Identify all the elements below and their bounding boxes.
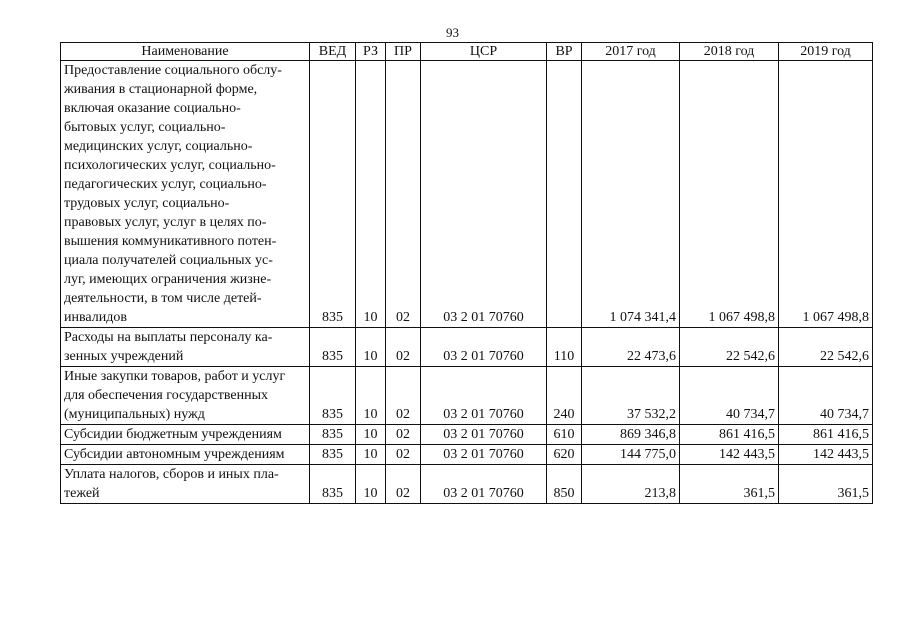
table-row	[61, 61, 873, 328]
name-line: луг, имеющих ограничения жизне-	[64, 272, 272, 287]
name-cell	[61, 328, 310, 367]
value-2017-cell: 1 074 341,4	[582, 61, 680, 328]
ved-cell: 835	[310, 425, 356, 445]
value-2019-cell: 861 416,5	[779, 425, 873, 445]
vr-cell: 240	[547, 367, 582, 425]
rz-cell: 10	[356, 445, 386, 465]
table-row	[61, 425, 873, 445]
value-2017-cell: 144 775,0	[582, 445, 680, 465]
name-line: трудовых услуг, социально-	[64, 196, 230, 211]
page-number: 93	[446, 25, 459, 40]
rz-cell: 10	[356, 465, 386, 504]
name-line: Иные закупки товаров, работ и услуг	[64, 369, 286, 384]
pr-cell: 02	[386, 367, 421, 425]
name-cell	[61, 465, 310, 504]
rz-cell: 10	[356, 425, 386, 445]
name-line: деятельности, в том числе детей-	[64, 291, 262, 306]
name-cell	[61, 445, 310, 465]
value-2017-cell: 869 346,8	[582, 425, 680, 445]
ved-cell: 835	[310, 367, 356, 425]
name-line: Расходы на выплаты персоналу ка-	[64, 330, 273, 345]
name-line: Предоставление социального обслу-	[64, 63, 282, 78]
value-2018-cell: 1 067 498,8	[680, 61, 779, 328]
pr-cell: 02	[386, 445, 421, 465]
header-vr: ВР	[547, 43, 582, 61]
table-row	[61, 328, 873, 367]
name-line: педагогических услуг, социально-	[64, 177, 267, 192]
name-line: Уплата налогов, сборов и иных пла-	[64, 467, 279, 482]
value-2017-cell: 22 473,6	[582, 328, 680, 367]
value-2017-cell: 213,8	[582, 465, 680, 504]
vr-cell: 620	[547, 445, 582, 465]
csr-cell: 03 2 01 70760	[421, 328, 547, 367]
csr-cell: 03 2 01 70760	[421, 61, 547, 328]
value-2019-cell: 361,5	[779, 465, 873, 504]
vr-cell: 110	[547, 328, 582, 367]
table-header-row	[61, 43, 873, 61]
name-line: тежей	[64, 486, 100, 501]
table-row	[61, 465, 873, 504]
pr-cell: 02	[386, 425, 421, 445]
ved-cell: 835	[310, 465, 356, 504]
value-2019-cell: 40 734,7	[779, 367, 873, 425]
value-2019-cell: 1 067 498,8	[779, 61, 873, 328]
rz-cell: 10	[356, 328, 386, 367]
name-line: для обеспечения государственных	[64, 388, 268, 403]
value-2018-cell: 861 416,5	[680, 425, 779, 445]
name-line: Субсидии бюджетным учреждениям	[64, 427, 282, 442]
pr-cell: 02	[386, 465, 421, 504]
rz-cell: 10	[356, 61, 386, 328]
name-line: инвалидов	[64, 310, 127, 325]
ved-cell: 835	[310, 61, 356, 328]
header-rz: РЗ	[356, 43, 386, 61]
name-line: циала получателей социальных ус-	[64, 253, 273, 268]
ved-cell: 835	[310, 328, 356, 367]
name-line: вышения коммуникативного потен-	[64, 234, 277, 249]
name-line: Субсидии автономным учреждениям	[64, 447, 285, 462]
csr-cell: 03 2 01 70760	[421, 465, 547, 504]
header-name: Наименование	[61, 43, 310, 61]
header-2018: 2018 год	[680, 43, 779, 61]
name-line: (муниципальных) нужд	[64, 407, 205, 422]
csr-cell: 03 2 01 70760	[421, 445, 547, 465]
header-2019: 2019 год	[779, 43, 873, 61]
value-2018-cell: 22 542,6	[680, 328, 779, 367]
pr-cell: 02	[386, 61, 421, 328]
table-row	[61, 445, 873, 465]
name-line: включая оказание социально-	[64, 101, 241, 116]
budget-table	[60, 42, 873, 504]
header-pr: ПР	[386, 43, 421, 61]
vr-cell	[547, 61, 582, 328]
value-2019-cell: 142 443,5	[779, 445, 873, 465]
table-row	[61, 367, 873, 425]
name-cell	[61, 61, 310, 328]
pr-cell: 02	[386, 328, 421, 367]
header-ved: ВЕД	[310, 43, 356, 61]
value-2018-cell: 361,5	[680, 465, 779, 504]
name-cell	[61, 425, 310, 445]
name-line: медицинских услуг, социально-	[64, 139, 253, 154]
ved-cell: 835	[310, 445, 356, 465]
header-2017: 2017 год	[582, 43, 680, 61]
vr-cell: 610	[547, 425, 582, 445]
name-line: живания в стационарной форме,	[64, 82, 258, 97]
value-2019-cell: 22 542,6	[779, 328, 873, 367]
rz-cell: 10	[356, 367, 386, 425]
value-2018-cell: 142 443,5	[680, 445, 779, 465]
value-2018-cell: 40 734,7	[680, 367, 779, 425]
header-csr: ЦСР	[421, 43, 547, 61]
name-line: бытовых услуг, социально-	[64, 120, 226, 135]
value-2017-cell: 37 532,2	[582, 367, 680, 425]
name-line: зенных учреждений	[64, 349, 184, 364]
vr-cell: 850	[547, 465, 582, 504]
name-line: правовых услуг, услуг в целях по-	[64, 215, 267, 230]
csr-cell: 03 2 01 70760	[421, 367, 547, 425]
csr-cell: 03 2 01 70760	[421, 425, 547, 445]
name-line: психологических услуг, социально-	[64, 158, 276, 173]
name-cell	[61, 367, 310, 425]
